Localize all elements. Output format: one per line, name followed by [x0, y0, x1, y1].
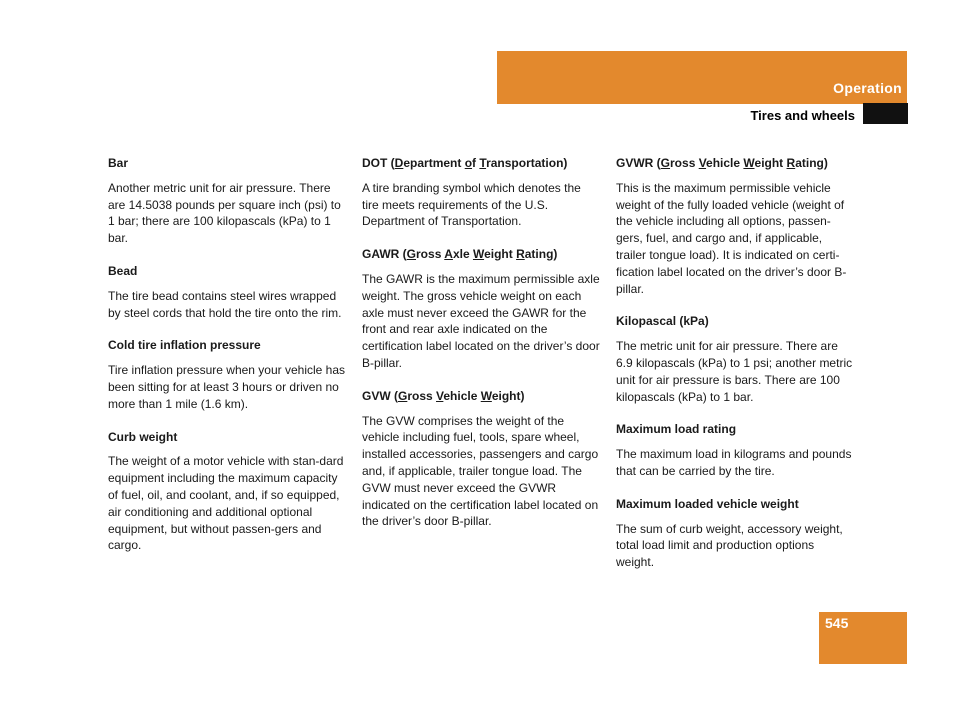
- subsection-title: Tires and wheels: [750, 108, 855, 123]
- section-title: Operation: [833, 80, 902, 96]
- glossary-column-1: [108, 155, 346, 570]
- glossary-definition: Tire inflation pressure when your vehicle has been sitting for at least 3 hours or driven no more than 1 mile (1.6 km).: [108, 363, 346, 411]
- term-text: ating): [524, 247, 558, 262]
- term-text: Kilopascal (kPa): [616, 314, 709, 329]
- term-text: Maximum load rating: [616, 422, 737, 437]
- term-text: ross: [670, 156, 699, 170]
- acronym-initial: G: [406, 247, 417, 262]
- term-text: eight: [484, 247, 517, 262]
- term-text: Cold tire inflation pressure: [108, 338, 261, 353]
- term-text: eight: [754, 156, 787, 170]
- acronym-initial: W: [472, 247, 485, 262]
- glossary-term: [108, 337, 346, 354]
- term-text: Bar: [108, 156, 129, 170]
- acronym-initial: W: [480, 388, 492, 403]
- glossary-definition: The maximum load in kilograms and pounds that can be carried by the tire.: [616, 447, 852, 478]
- acronym-initial: G: [398, 388, 408, 403]
- glossary-definition: The GAWR is the maximum permissible axle weight. The gross vehicle weight on each axle must never exceed the GAWR for the front and rear axle indicated on the certification label located on the driver’s door B-pillar.: [362, 271, 600, 370]
- glossary-definition: The metric unit for air pressure. There are 6.9 kilopascals (kPa) to 1 psi; another metric unit for air pressure is bars. There are 100 kilopascals (kPa) to 1 bar.: [616, 339, 853, 404]
- term-text: ross: [407, 388, 437, 403]
- acronym-initial: V: [436, 388, 444, 403]
- header-band: [497, 51, 907, 104]
- term-text: ehicle: [443, 388, 481, 403]
- term-text: xle: [452, 247, 473, 262]
- glossary-term: [616, 496, 854, 513]
- glossary-term: [616, 313, 854, 330]
- glossary-term: [108, 429, 346, 446]
- glossary-definition: Another metric unit for air pressure. There are 14.5038 pounds per square inch (psi) to 1 bar; there are 100 kilopascals (kPa) to 1 bar.: [108, 180, 341, 246]
- glossary-definition: This is the maximum permissible vehicle weight of the fully loaded vehicle (weight of the vehicle including all options, passen-gers, fuel, and cargo and, if applicable, trailer tongue load). It is indicated on certi-fication label located on the driver’s door B-pillar.: [616, 180, 847, 296]
- acronym-initial: A: [444, 247, 453, 262]
- glossary-definition: The GVW comprises the weight of the vehicle including fuel, tools, spare wheel, installed accessories, passengers and cargo and, if applicable, trailer tongue load. The GVW must never exceed the GVWR indicated on the certification label located on the driver’s door B-pillar.: [362, 413, 599, 529]
- term-text: GVW (: [362, 388, 398, 403]
- glossary-definition: The weight of a motor vehicle with stan-dard equipment including the maximum capacity of fuel, oil, and coolant, and, if so equipped, air conditioning and additional optional equipment, but without passen-gers and cargo.: [108, 454, 344, 553]
- term-text: ehicle: [706, 156, 744, 170]
- acronym-initial: R: [786, 156, 796, 170]
- term-text: GVWR (: [616, 156, 661, 170]
- glossary-term: [616, 421, 854, 438]
- term-text: ating): [795, 156, 828, 170]
- acronym-initial: R: [516, 247, 525, 262]
- term-text: Maximum loaded vehicle weight: [616, 496, 799, 511]
- glossary-definition: The sum of curb weight, accessory weight, total load limit and production options weight.: [616, 521, 843, 570]
- glossary-column-2: [362, 155, 600, 546]
- term-text: ross: [416, 247, 445, 262]
- section-tab-marker: [863, 103, 908, 124]
- glossary-term: [362, 388, 600, 405]
- glossary-term: [362, 246, 600, 263]
- term-text: f: [472, 156, 480, 170]
- glossary-term: [362, 155, 600, 172]
- term-text: GAWR (: [362, 247, 407, 262]
- term-text: Bead: [108, 263, 138, 278]
- glossary-definition: The tire bead contains steel wires wrapped by steel cords that hold the tire onto the rim.: [108, 288, 342, 320]
- term-text: Curb weight: [108, 429, 178, 444]
- term-text: eight): [491, 388, 525, 403]
- acronym-initial: G: [660, 156, 671, 170]
- acronym-initial: W: [743, 156, 755, 170]
- glossary-column-3: [616, 155, 854, 587]
- acronym-initial: o: [464, 156, 473, 170]
- term-text: DOT (: [362, 156, 395, 170]
- term-text: epartment: [403, 156, 465, 170]
- glossary-definition: A tire branding symbol which denotes the tire meets requirements of the U.S. Department of Transportation.: [362, 180, 581, 229]
- page-number: 545: [825, 615, 849, 631]
- term-text: ransportation): [486, 156, 568, 170]
- acronym-initial: V: [698, 156, 707, 170]
- acronym-initial: T: [479, 156, 487, 170]
- glossary-term: [108, 263, 346, 280]
- glossary-term: [108, 155, 346, 172]
- glossary-term: [616, 155, 854, 172]
- acronym-initial: D: [394, 156, 404, 170]
